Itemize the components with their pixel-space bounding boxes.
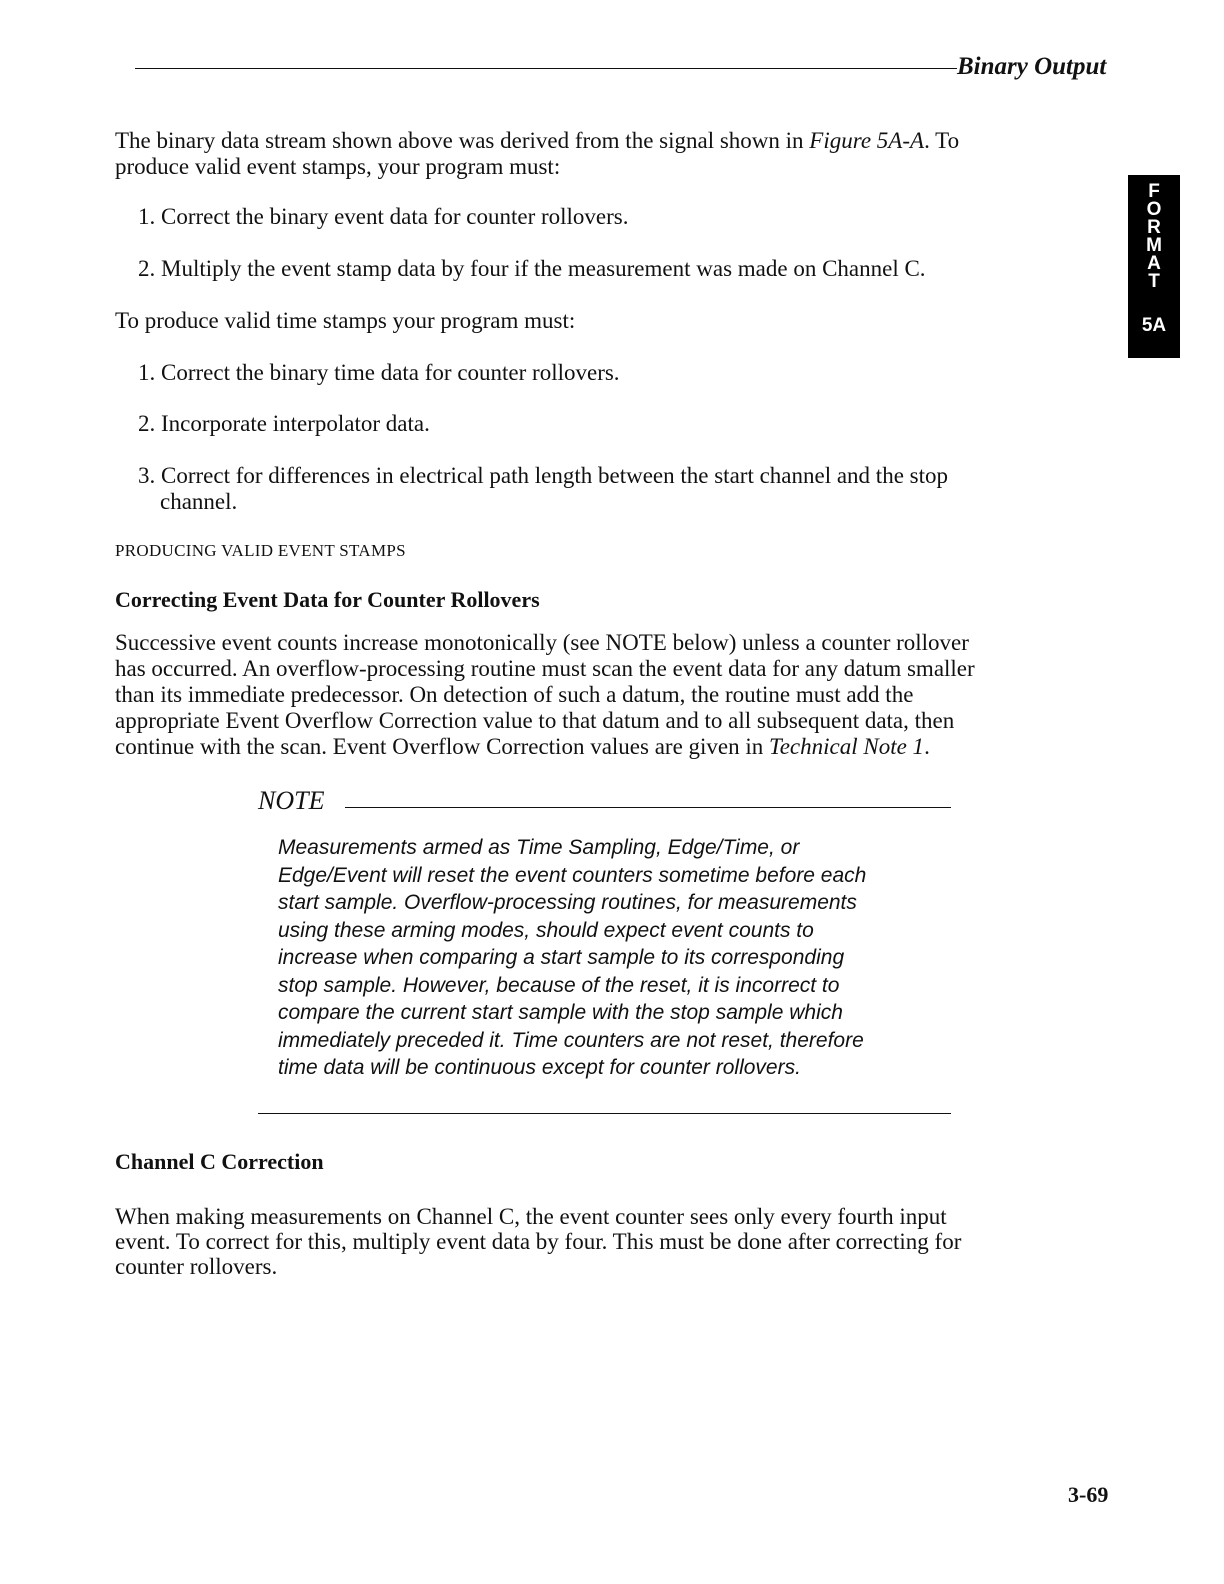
tab-letter: A — [1147, 253, 1161, 274]
text: . To — [924, 128, 960, 153]
text: counter rollovers. — [115, 1254, 278, 1279]
text: increase when comparing a start sample to its corresponding — [278, 946, 845, 969]
header-rule — [135, 68, 957, 69]
heading-channel-c: Channel C Correction — [115, 1149, 324, 1174]
text: . — [924, 734, 930, 759]
text: event. To correct for this, multiply event data by four. This must be done after correcting for — [115, 1229, 962, 1254]
section-label: PRODUCING VALID EVENT STAMPS — [115, 541, 406, 560]
event-step: 1. Correct the binary event data for counter rollovers. — [138, 204, 629, 229]
running-header: Binary Output — [957, 53, 1107, 80]
text: start sample. Overflow-processing routines, for measurements — [278, 891, 857, 914]
text: The binary data stream shown above was derived from the signal shown in — [115, 128, 810, 153]
text: Successive event counts increase monotonically (see NOTE below) unless a counter rollover — [115, 630, 969, 655]
channel-c-paragraph — [115, 1204, 961, 1279]
intro-paragraph — [115, 128, 959, 180]
text: using these arming modes, should expect event counts to — [278, 918, 814, 942]
text: Measurements armed as Time Sampling, Edge/Time, or — [278, 836, 800, 859]
time-step: 3. Correct for differences in electrical path length between the start channel and the stop — [138, 463, 948, 488]
note-bottom-rule — [258, 1113, 951, 1114]
page-number: 3-69 — [1068, 1482, 1109, 1507]
text: When making measurements on Channel C, the event counter sees only every fourth input — [115, 1204, 947, 1229]
tab-letter: T — [1148, 271, 1160, 292]
text: stop sample. However, because of the reset, it is incorrect to — [278, 973, 840, 997]
note-label: NOTE — [258, 786, 325, 815]
text: time data will be continuous except for counter rollovers. — [278, 1056, 801, 1079]
text: than its immediate predecessor. On detection of such a datum, the routine must add the — [115, 682, 914, 707]
rollover-paragraph — [115, 630, 975, 760]
tab-letter: F — [1148, 181, 1160, 202]
event-step: 2. Multiply the event stamp data by four if the measurement was made on Channel C. — [138, 256, 926, 281]
tab-letter: R — [1147, 217, 1161, 238]
note-top-rule — [345, 807, 951, 808]
text: continue with the scan. Event Overflow Correction values are given in — [115, 734, 770, 759]
tab-letter: O — [1146, 199, 1162, 220]
time-intro: To produce valid time stamps your program must: — [115, 308, 576, 333]
section-tab — [1128, 175, 1180, 358]
text: Edge/Event will reset the event counters sometime before each — [278, 863, 867, 887]
time-step-cont: channel. — [160, 489, 238, 514]
figure-ref: Figure 5A-A — [809, 128, 925, 153]
tab-letter: M — [1146, 235, 1162, 256]
note-body — [278, 834, 866, 1082]
text: compare the current start sample with the stop sample which — [278, 1001, 843, 1024]
heading-counter-rollovers: Correcting Event Data for Counter Rollovers — [115, 587, 540, 612]
text: has occurred. An overflow-processing routine must scan the event data for any datum smaller — [115, 656, 975, 681]
technical-note-ref: Technical Note 1 — [769, 734, 925, 759]
text: immediately preceded it. Time counters are not reset, therefore — [278, 1028, 864, 1052]
text: produce valid event stamps, your program must: — [115, 154, 561, 179]
time-step: 1. Correct the binary time data for counter rollovers. — [138, 360, 620, 385]
time-step: 2. Incorporate interpolator data. — [138, 411, 430, 436]
tab-section: 5A — [1141, 315, 1167, 336]
text: appropriate Event Overflow Correction value to that datum and to all subsequent data, then — [115, 708, 955, 733]
